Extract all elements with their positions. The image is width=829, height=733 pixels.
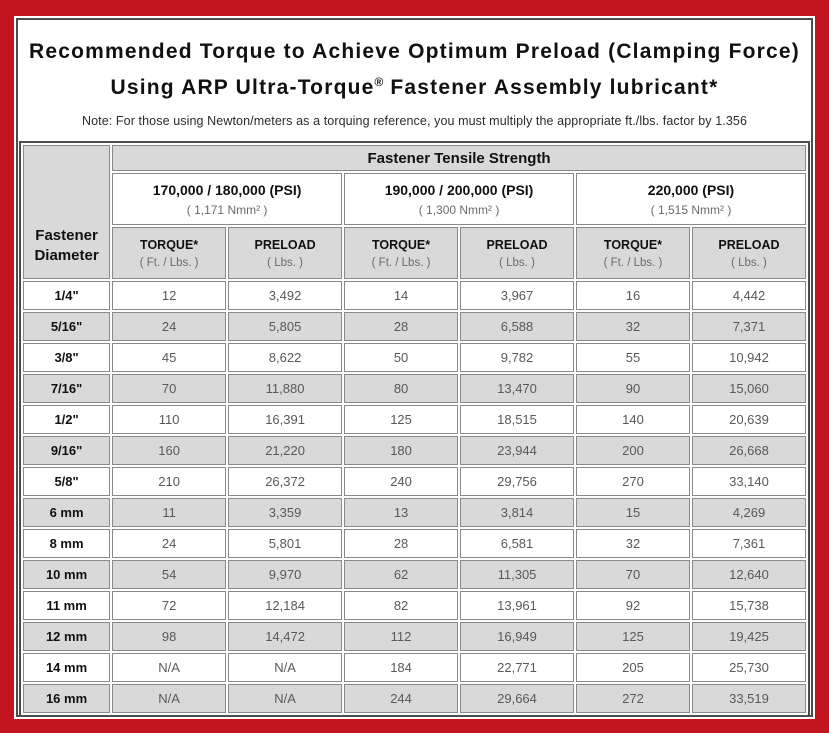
diameter-cell: 7/16" [23,374,110,403]
torque-cell: 70 [576,560,690,589]
document-title-line1: Recommended Torque to Achieve Optimum Preload (Clamping Force) [29,40,800,63]
table-row [23,343,806,372]
psi-label: 170,000 / 180,000 (PSI) [152,182,302,198]
preload-cell: 5,805 [228,312,342,341]
preload-column-header-1: PRELOAD ( Lbs. ) [228,227,342,279]
preload-cell: 26,372 [228,467,342,496]
torque-column-header-3: TORQUE* ( Ft. / Lbs. ) [576,227,690,279]
torque-cell: 55 [576,343,690,372]
nmm-label: ( 1,515 Nmm² ) [650,203,732,217]
diameter-cell: 1/2" [23,405,110,434]
torque-cell: 70 [112,374,226,403]
torque-cell: 24 [112,529,226,558]
preload-cell: 22,771 [460,653,574,682]
preload-cell: 3,492 [228,281,342,310]
torque-cell: 28 [344,529,458,558]
torque-cell: 244 [344,684,458,713]
torque-cell: 15 [576,498,690,527]
corner-header-line2: Diameter [34,247,99,264]
preload-cell: 13,470 [460,374,574,403]
preload-cell: 9,782 [460,343,574,372]
preload-cell: N/A [228,684,342,713]
table-row [23,653,806,682]
diameter-cell: 16 mm [23,684,110,713]
diameter-cell: 9/16" [23,436,110,465]
table-row [23,374,806,403]
newton-meters-note: Note: For those using Newton/meters as a torquing reference, you must multiply the appropriate ft./lbs. factor by 1.356 [81,114,747,128]
preload-cell: 5,801 [228,529,342,558]
preload-cell: 10,942 [692,343,806,372]
diameter-cell: 10 mm [23,560,110,589]
preload-cell: 23,944 [460,436,574,465]
torque-cell: 24 [112,312,226,341]
corner-header-line1: Fastener [35,227,98,244]
torque-cell: 32 [576,529,690,558]
diameter-cell: 5/8" [23,467,110,496]
torque-cell: 272 [576,684,690,713]
table-row [23,684,806,713]
preload-cell: 19,425 [692,622,806,651]
torque-cell: 140 [576,405,690,434]
preload-cell: 14,472 [228,622,342,651]
nmm-label: ( 1,300 Nmm² ) [418,203,500,217]
torque-cell: 12 [112,281,226,310]
preload-cell: 6,588 [460,312,574,341]
torque-cell: 72 [112,591,226,620]
preload-cell: 15,060 [692,374,806,403]
diameter-cell: 3/8" [23,343,110,372]
torque-table [19,141,810,717]
preload-cell: 29,664 [460,684,574,713]
torque-cell: 125 [576,622,690,651]
psi-label: 220,000 (PSI) [647,182,735,198]
table-row [23,560,806,589]
torque-cell: 13 [344,498,458,527]
torque-cell: N/A [112,684,226,713]
document-panel [16,18,813,717]
preload-cell: 7,361 [692,529,806,558]
title-line2-text: Using ARP Ultra-Torque [110,76,375,99]
table-row [23,312,806,341]
nmm-label: ( 1,171 Nmm² ) [186,203,268,217]
preload-cell: 8,622 [228,343,342,372]
tensile-strength-header: Fastener Tensile Strength [112,145,806,171]
preload-cell: 13,961 [460,591,574,620]
torque-cell: 28 [344,312,458,341]
document-title-line2 [18,67,811,103]
diameter-cell: 12 mm [23,622,110,651]
preload-cell: 12,640 [692,560,806,589]
torque-cell: 125 [344,405,458,434]
preload-cell: 29,756 [460,467,574,496]
preload-cell: 3,359 [228,498,342,527]
preload-cell: 25,730 [692,653,806,682]
torque-cell: 45 [112,343,226,372]
table-row [23,405,806,434]
diameter-cell: 11 mm [23,591,110,620]
table-row [23,529,806,558]
preload-cell: N/A [228,653,342,682]
torque-cell: 160 [112,436,226,465]
title-line2-text-end: Fastener Assembly lubricant* [383,76,719,99]
torque-cell: 90 [576,374,690,403]
table-row [23,436,806,465]
preload-cell: 16,391 [228,405,342,434]
preload-cell: 33,519 [692,684,806,713]
preload-cell: 15,738 [692,591,806,620]
diameter-cell: 8 mm [23,529,110,558]
strength-group-190-200 [344,173,574,225]
torque-cell: 200 [576,436,690,465]
preload-cell: 4,442 [692,281,806,310]
preload-cell: 33,140 [692,467,806,496]
torque-cell: 184 [344,653,458,682]
diameter-cell: 5/16" [23,312,110,341]
preload-cell: 11,880 [228,374,342,403]
strength-group-220 [576,173,806,225]
torque-cell: 98 [112,622,226,651]
preload-cell: 7,371 [692,312,806,341]
preload-cell: 3,967 [460,281,574,310]
preload-cell: 6,581 [460,529,574,558]
torque-cell: 110 [112,405,226,434]
preload-cell: 11,305 [460,560,574,589]
table-body [23,281,806,713]
preload-cell: 3,814 [460,498,574,527]
torque-cell: 54 [112,560,226,589]
torque-cell: 16 [576,281,690,310]
corner-header [23,145,110,279]
preload-column-header-3: PRELOAD ( Lbs. ) [692,227,806,279]
preload-column-header-2: PRELOAD ( Lbs. ) [460,227,574,279]
torque-cell: 92 [576,591,690,620]
preload-cell: 16,949 [460,622,574,651]
preload-cell: 18,515 [460,405,574,434]
diameter-cell: 1/4" [23,281,110,310]
torque-cell: 210 [112,467,226,496]
preload-cell: 21,220 [228,436,342,465]
diameter-cell: 14 mm [23,653,110,682]
torque-cell: 80 [344,374,458,403]
psi-label: 190,000 / 200,000 (PSI) [384,182,534,198]
strength-group-170-180 [112,173,342,225]
diameter-cell: 6 mm [23,498,110,527]
torque-cell: 240 [344,467,458,496]
preload-cell: 20,639 [692,405,806,434]
torque-cell: 11 [112,498,226,527]
torque-column-header-2: TORQUE* ( Ft. / Lbs. ) [344,227,458,279]
torque-cell: 62 [344,560,458,589]
table-row [23,591,806,620]
torque-cell: 180 [344,436,458,465]
preload-cell: 12,184 [228,591,342,620]
table-row [23,281,806,310]
table-row [23,467,806,496]
torque-cell: N/A [112,653,226,682]
table-row [23,498,806,527]
preload-cell: 9,970 [228,560,342,589]
torque-cell: 112 [344,622,458,651]
torque-cell: 32 [576,312,690,341]
registered-trademark-symbol: ® [374,75,384,89]
torque-cell: 270 [576,467,690,496]
preload-cell: 26,668 [692,436,806,465]
title-block [18,20,811,141]
torque-cell: 14 [344,281,458,310]
preload-cell: 4,269 [692,498,806,527]
torque-column-header-1: TORQUE* ( Ft. / Lbs. ) [112,227,226,279]
table-row [23,622,806,651]
torque-cell: 82 [344,591,458,620]
torque-cell: 205 [576,653,690,682]
torque-cell: 50 [344,343,458,372]
